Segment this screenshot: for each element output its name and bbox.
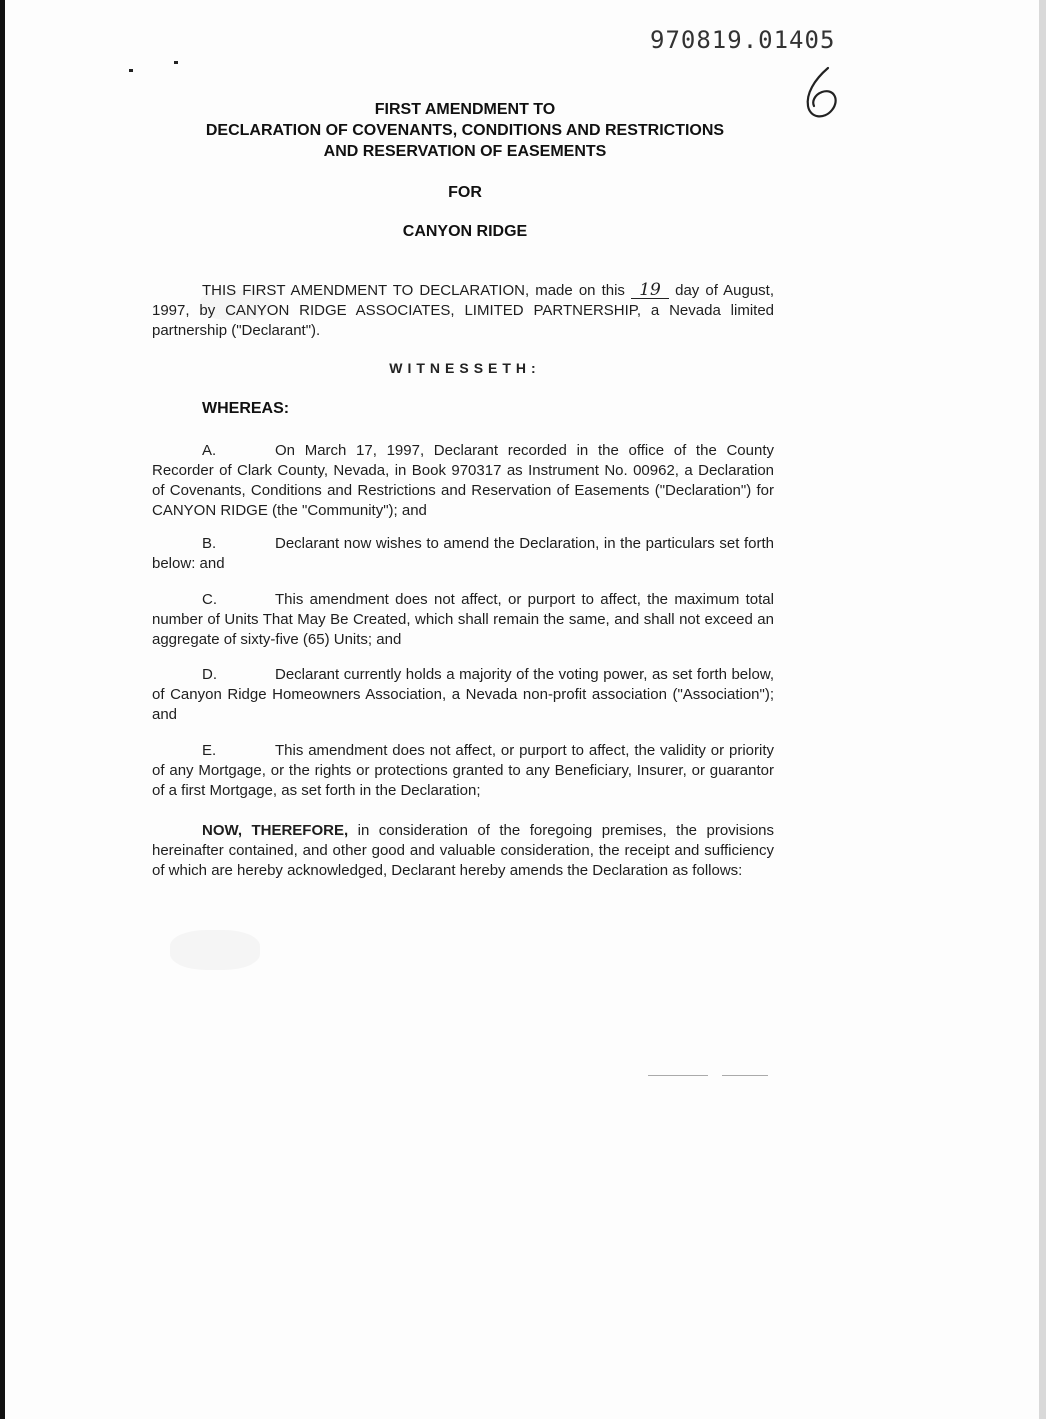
recording-number: 970819.01405 (650, 26, 836, 54)
recital-letter: B. (202, 535, 217, 552)
recital-letter: E. (202, 742, 217, 759)
recital-e (152, 741, 774, 801)
therefore-paragraph (152, 821, 774, 881)
handwritten-day: 19 (631, 282, 669, 299)
recital-text: Declarant now wishes to amend the Declaration, in the particulars set forth below: and (152, 535, 774, 572)
title-line-1: FIRST AMENDMENT TO (374, 101, 556, 118)
recital-letter: D. (202, 666, 217, 683)
handwritten-page-mark (800, 64, 848, 124)
document-title (150, 99, 780, 162)
whereas-heading: WHEREAS: (202, 400, 290, 417)
footer-rule (722, 1075, 768, 1076)
recital-d (152, 665, 774, 725)
recital-text: Declarant currently holds a majority of the voting power, as set forth below, of Canyon Ridge Homeowners Association, a Nevada non-profit association ("Association"); and (152, 666, 774, 723)
therefore-lead: NOW, THEREFORE, (202, 822, 349, 839)
therefore-text: in consideration of the foregoing premises, the provisions hereinafter contained, and other good and valuable consideration, the receipt and sufficiency of which are hereby acknowledged, Declarant hereby amends the Declaration as follows: (152, 822, 775, 879)
scan-left-edge (0, 0, 5, 1419)
scan-smudge (170, 930, 260, 970)
title-line-2: DECLARATION OF COVENANTS, CONDITIONS AND RESTRICTIONS (205, 122, 725, 139)
witnesseth-heading: WITNESSETH: (389, 360, 541, 376)
intro-text-part2: day of August, 1997, by CANYON RIDGE ASSOCIATES, LIMITED PARTNERSHIP, a Nevada limited partnership ("Declarant"). (152, 282, 775, 339)
intro-text-part1: THIS FIRST AMENDMENT TO DECLARATION, made on this (202, 282, 625, 299)
recital-letter: C. (202, 591, 217, 608)
recital-text: On March 17, 1997, Declarant recorded in the office of the County Recorder of Clark County, Nevada, in Book 970317 as Instrument No. 00962, a Declaration of Covenants, Conditions and Restrictions and Reservation of Easements ("Declaration") for CANYON RIDGE (the "Community"); and (152, 442, 774, 519)
title-for: FOR (448, 184, 482, 201)
recital-text: This amendment does not affect, or purport to affect, the validity or priority of any Mortgage, or the rights or protections granted to any Beneficiary, Insurer, or guarantor of a first Mortgage, as set forth in the Declaration; (152, 742, 774, 799)
scan-right-edge (1039, 0, 1046, 1419)
footer-rule (648, 1075, 708, 1076)
recital-letter: A. (202, 442, 217, 459)
intro-paragraph (152, 281, 774, 341)
scan-speck (129, 69, 133, 72)
recital-a (152, 441, 774, 521)
title-line-3: AND RESERVATION OF EASEMENTS (323, 143, 607, 160)
recital-text: This amendment does not affect, or purport to affect, the maximum total number of Units That May Be Created, which shall remain the same, and shall not exceed an aggregate of sixty-five (65) Units; and (152, 591, 774, 648)
recital-b (152, 534, 774, 574)
recital-c (152, 590, 774, 650)
community-name: CANYON RIDGE (402, 223, 528, 240)
scan-speck (174, 61, 178, 64)
